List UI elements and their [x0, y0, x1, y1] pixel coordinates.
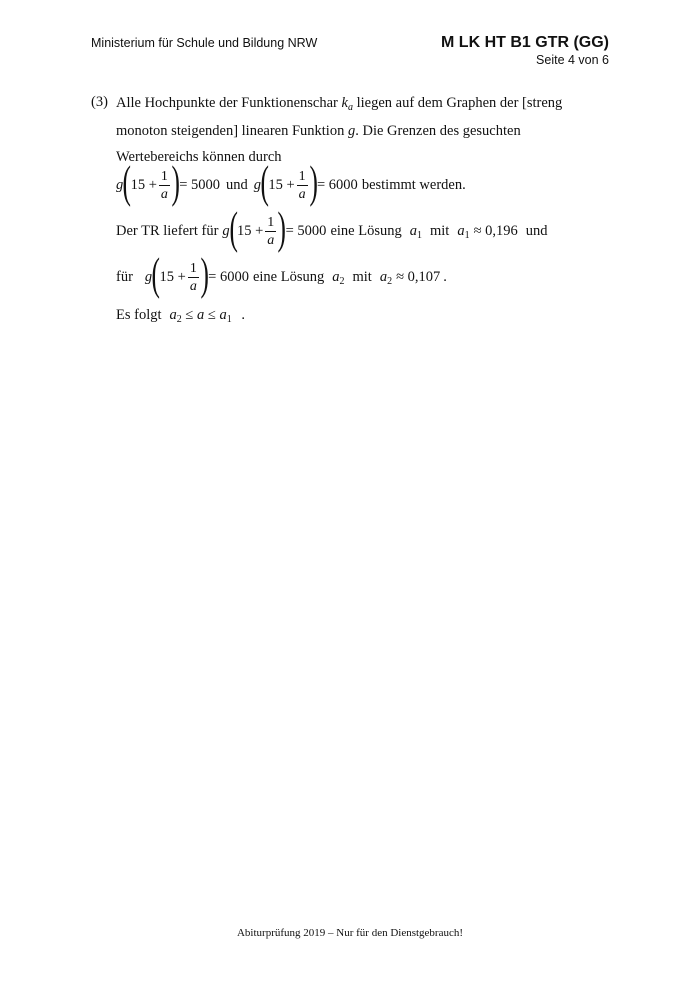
line2-mid: eine Lösung	[330, 222, 402, 239]
line2-inner: 15 +	[236, 222, 264, 239]
header-right	[441, 33, 609, 67]
intro-g: g	[347, 123, 356, 139]
intro-var: $k_a$	[341, 95, 353, 113]
line3-g: g	[144, 268, 153, 285]
conclusion	[116, 307, 245, 324]
conclusion-a2: $a_2$	[169, 307, 182, 325]
paren-close: )	[200, 248, 209, 299]
eq-val1: = 5000	[179, 176, 221, 193]
paren-open: (	[229, 202, 238, 253]
line3-mit: mit	[352, 268, 372, 285]
conclusion-a: a	[196, 307, 205, 323]
paren-open: (	[151, 248, 161, 299]
eq-g: g	[116, 176, 124, 193]
task-number: (3)	[91, 94, 108, 110]
paren-open: (	[122, 156, 132, 207]
result-line-2	[116, 248, 447, 300]
line2-a1: $a_1$	[409, 222, 422, 241]
paren-close: )	[309, 156, 318, 207]
line2-end: und	[525, 222, 548, 239]
line2-mit: mit	[429, 222, 450, 239]
paren-close: )	[171, 156, 180, 207]
eq-g2: g	[253, 176, 262, 193]
line3-a2b: $a_2$	[379, 268, 393, 287]
conclusion-leq1: ≤	[185, 307, 194, 323]
line3-approx: ≈ 0,107	[396, 268, 441, 285]
conclusion-prefix: Es folgt	[116, 307, 162, 323]
fraction: $\frac{1}{a}$	[189, 260, 197, 294]
line3-val: = 6000	[208, 268, 249, 285]
conclusion-end: .	[241, 307, 245, 323]
line3-mid: eine Lösung	[252, 268, 325, 285]
paren-open: (	[260, 156, 269, 207]
line2-prefix: Der TR liefert für	[116, 222, 219, 239]
conclusion-leq2: ≤	[207, 307, 216, 323]
conclusion-a1: $a_1$	[219, 307, 232, 325]
equation-row	[116, 156, 466, 208]
intro-text-b: liegen auf dem Graphen der [streng monoton steigenden] linearen Funktion	[116, 95, 563, 139]
eq-inner: 15 +	[130, 176, 157, 193]
header-ministry: Ministerium für Schule und Bildung NRW	[91, 36, 318, 50]
fraction: $\frac{1}{a}$	[267, 214, 275, 248]
line2-g: g	[222, 222, 230, 239]
eq-tail: bestimmt werden.	[361, 176, 466, 193]
line3-inner: 15 +	[159, 268, 186, 285]
line3-a2: $a_2$	[332, 268, 345, 287]
header-title: M LK HT B1 GTR (GG)	[441, 34, 609, 51]
line3-prefix: für	[116, 268, 133, 285]
line2-approx: ≈ 0,196	[473, 222, 518, 239]
eq-val2: = 6000	[317, 176, 358, 193]
footer: Abiturprüfung 2019 – Nur für den Dienstgebrauch!	[236, 927, 464, 939]
fraction: $\frac{1}{a}$	[298, 168, 306, 202]
eq-und: und	[226, 176, 248, 193]
intro-text-c: . Die Grenzen des gesuchten Wertebereichs können durch	[116, 123, 521, 165]
line3-end: .	[443, 268, 447, 285]
line2-val: = 5000	[285, 222, 327, 239]
header-page: Seite 4 von 6	[536, 53, 609, 67]
line2-a1b: $a_1$	[457, 222, 470, 241]
paren-close: )	[277, 202, 287, 253]
intro-text-a: Alle Hochpunkte der Funktionenschar	[116, 95, 342, 111]
eq-inner2: 15 +	[268, 176, 295, 193]
fraction: $\frac{1}{a}$	[160, 168, 168, 202]
result-line-1	[116, 202, 548, 254]
task-intro	[116, 90, 596, 170]
